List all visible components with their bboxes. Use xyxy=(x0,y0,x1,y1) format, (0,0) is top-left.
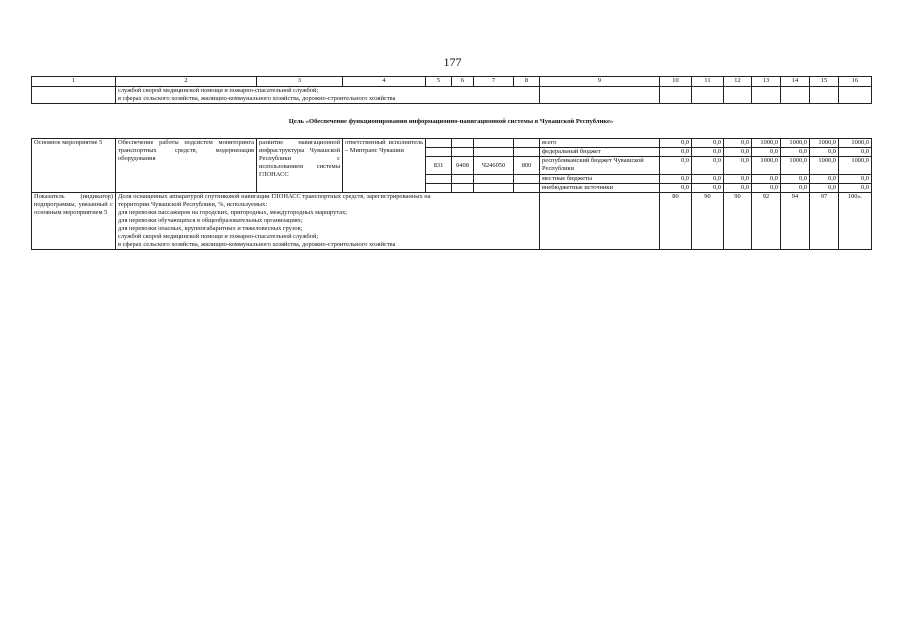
main-table xyxy=(31,138,872,250)
value-cell: 0,0 xyxy=(810,184,839,193)
col-header: 6 xyxy=(452,77,474,87)
col-header: 14 xyxy=(781,77,810,87)
source-name: внебюджетные источники xyxy=(540,184,660,193)
value-cell: 0,0 xyxy=(781,175,810,184)
event-result: развитие навигационной инфраструктуры Чувашской Республики с использованием системы ГЛОНАСС xyxy=(257,139,343,193)
code-vr: 800 xyxy=(514,157,540,175)
value-cell: 0,0 xyxy=(724,157,752,175)
event-name: Обеспечение работы подсистем мониторинга транспортных средств, модернизация оборудования xyxy=(116,139,257,193)
source-name: местные бюджеты xyxy=(540,175,660,184)
indicator-value: 94 xyxy=(781,193,810,250)
source-name: всего xyxy=(540,139,660,148)
value-cell: 1000,0 xyxy=(781,139,810,148)
indicator-value: 100». xyxy=(839,193,872,250)
value-cell: 0,0 xyxy=(692,184,724,193)
source-name: федеральный бюджет xyxy=(540,148,660,157)
indicator-row xyxy=(32,193,872,250)
col-header: 3 xyxy=(257,77,343,87)
value-cell: 1000,0 xyxy=(810,139,839,148)
col-header: 8 xyxy=(514,77,540,87)
indicator-label: Показатель (индикатор) подпрограммы, увязанный с основным мероприятием 5 xyxy=(32,193,116,250)
code-rzpr: 0408 xyxy=(452,157,474,175)
value-cell: 0,0 xyxy=(724,148,752,157)
value-cell: 0,0 xyxy=(752,148,781,157)
value-cell: 0,0 xyxy=(752,184,781,193)
col-header: 10 xyxy=(660,77,692,87)
value-cell: 1000,0 xyxy=(752,139,781,148)
col-header: 9 xyxy=(540,77,660,87)
value-cell: 0,0 xyxy=(724,184,752,193)
value-cell: 0,0 xyxy=(839,184,872,193)
event-executor: ответственный исполнитель – Минтранс Чувашии xyxy=(343,139,426,193)
indicator-value: 97 xyxy=(810,193,839,250)
column-number-row xyxy=(32,77,872,87)
value-cell: 0,0 xyxy=(660,157,692,175)
value-cell: 1000,0 xyxy=(781,157,810,175)
page-number: 177 xyxy=(443,55,462,69)
value-cell: 0,0 xyxy=(692,175,724,184)
table-row xyxy=(32,139,872,148)
indicator-value: 92 xyxy=(752,193,781,250)
value-cell: 1000,0 xyxy=(839,139,872,148)
value-cell: 0,0 xyxy=(781,148,810,157)
col-header: 5 xyxy=(426,77,452,87)
goal-title: Цель «Обеспечение функционирования информационно-навигационной системы в Чувашской Республике» xyxy=(288,118,614,125)
source-name: республиканский бюджет Чувашской Республики xyxy=(540,157,660,175)
value-cell: 0,0 xyxy=(724,139,752,148)
col-header: 2 xyxy=(116,77,257,87)
indicator-value: 80 xyxy=(660,193,692,250)
value-cell: 0,0 xyxy=(810,175,839,184)
value-cell: 0,0 xyxy=(752,175,781,184)
continuation-table xyxy=(31,76,872,104)
code-grbs: 831 xyxy=(426,157,452,175)
indicator-text: Доля оснащенных аппаратурой спутниковой навигации ГЛОНАСС транспортных средств, зарегистрированных на территории Чувашской Республики, %, используемых: для перевозки пассажиров на городских, пригородных, междугородных маршрутах; для перевозки обучающихся в общеобразовательных организациях; для перевозки опасных, крупногабаритных и тяжеловесных грузов; службой скорой медицинской помощи и пожарно-спасательной службой; в сферах сельского хозяйства, жилищно-коммунального хозяйства, дорожно-строительного хозяйства xyxy=(116,193,540,250)
value-cell: 0,0 xyxy=(692,157,724,175)
value-cell: 1000,0 xyxy=(810,157,839,175)
col-header: 1 xyxy=(32,77,116,87)
col-header: 4 xyxy=(343,77,426,87)
value-cell: 0,0 xyxy=(692,148,724,157)
col-header: 15 xyxy=(810,77,839,87)
value-cell: 0,0 xyxy=(810,148,839,157)
col-header: 12 xyxy=(724,77,752,87)
value-cell: 0,0 xyxy=(781,184,810,193)
value-cell: 0,0 xyxy=(660,175,692,184)
value-cell: 0,0 xyxy=(660,148,692,157)
code-csr: Ч246050 xyxy=(474,157,514,175)
col-header: 16 xyxy=(839,77,872,87)
event-status: Основное мероприятие 5 xyxy=(32,139,116,193)
value-cell: 1000,0 xyxy=(752,157,781,175)
indicator-value: 90 xyxy=(692,193,724,250)
value-cell: 0,0 xyxy=(839,148,872,157)
value-cell: 0,0 xyxy=(692,139,724,148)
col-header: 13 xyxy=(752,77,781,87)
indicator-value: 90 xyxy=(724,193,752,250)
value-cell: 0,0 xyxy=(839,175,872,184)
table-row xyxy=(32,87,872,104)
value-cell: 1000,0 xyxy=(839,157,872,175)
value-cell: 0,0 xyxy=(660,139,692,148)
indicator-text: службой скорой медицинской помощи и пожарно-спасательной службой; в сферах сельского хозяйства, жилищно-коммунального хозяйства, дорожно-строительного хозяйства xyxy=(116,87,540,104)
value-cell: 0,0 xyxy=(660,184,692,193)
col-header: 7 xyxy=(474,77,514,87)
col-header: 11 xyxy=(692,77,724,87)
value-cell: 0,0 xyxy=(724,175,752,184)
